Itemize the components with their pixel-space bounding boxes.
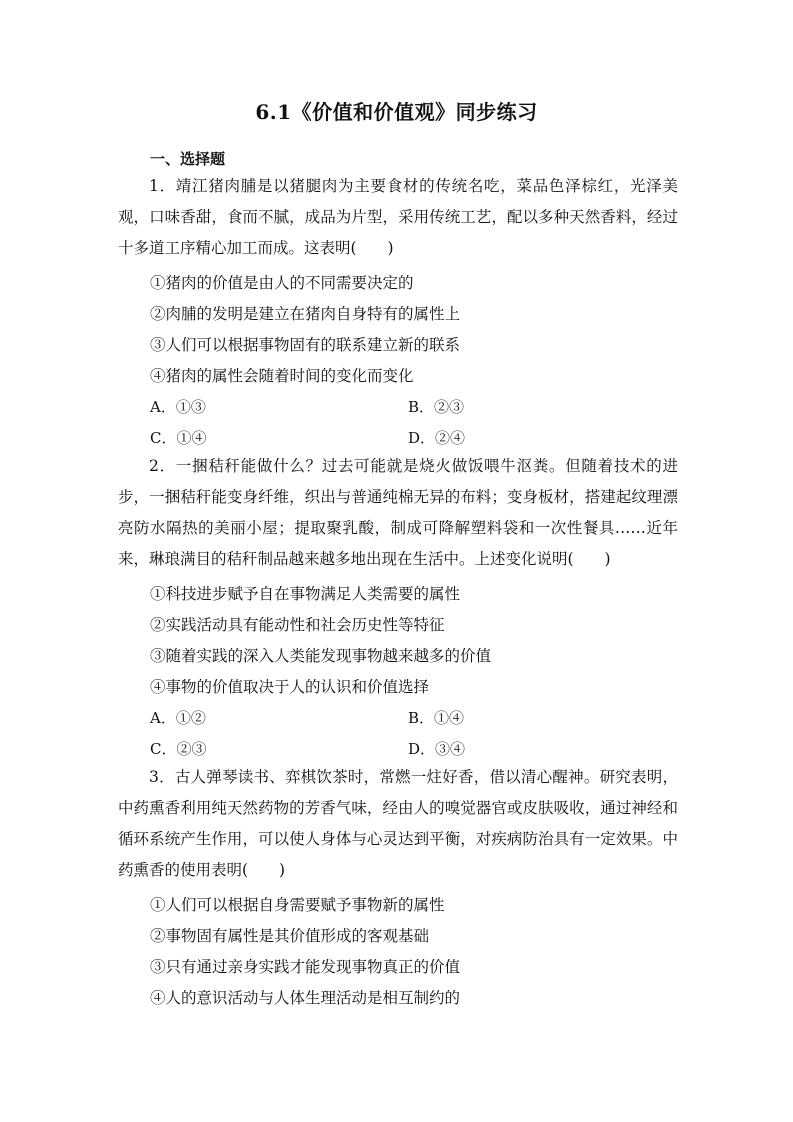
- question-2-option-a: A．①②: [150, 709, 206, 727]
- question-2-statement-2: ②实践活动具有能动性和社会历史性等特征: [150, 616, 445, 634]
- question-2-option-d: D．③④: [408, 740, 466, 758]
- question-1-option-d: D．②④: [408, 429, 466, 447]
- question-3-stem: 3．古人弹琴读书、弈棋饮茶时，常燃一炷好香，借以清心醒神。研究表明，中药熏香利用纯天然药物的芳香气味，经由人的嗅觉器官或皮肤吸收，通过神经和循环系统产生作用，可以使人身体与心灵达到平衡，对疾病防治具有一定效果。中药熏香的使用表明( ): [118, 768, 678, 879]
- question-1-statement-2: ②肉脯的发明是建立在猪肉自身特有的属性上: [150, 305, 461, 323]
- question-2-statement-3: ③随着实践的深入人类能发现事物越来越多的价值: [150, 647, 492, 665]
- question-2-statement-1: ①科技进步赋予自在事物满足人类需要的属性: [150, 585, 461, 603]
- page-title: 6.1《价值和价值观》同步练习: [255, 100, 538, 124]
- question-2-option-c: C．②③: [150, 740, 207, 758]
- question-3-statement-2: ②事物固有属性是其价值形成的客观基础: [150, 927, 430, 945]
- question-1-statement-3: ③人们可以根据事物固有的联系建立新的联系: [150, 336, 461, 354]
- question-1-statement-1: ①猪肉的价值是由人的不同需要决定的: [150, 274, 414, 292]
- question-1-option-a: A．①③: [150, 398, 206, 416]
- question-2-stem: 2．一捆秸秆能做什么？过去可能就是烧火做饭喂牛沤粪。但随着技术的进步，一捆秸秆能变身纤维，织出与普通纯棉无异的布料；变身板材，搭建起纹理漂亮防水隔热的美丽小屋；提取聚乳酸，制成可降解塑料袋和一次性餐具……近年来，琳琅满目的秸秆制品越来越多地出现在生活中。上述变化说明( ): [118, 457, 678, 568]
- section-heading: 一、选择题: [150, 150, 226, 168]
- question-1-statement-4: ④猪肉的属性会随着时间的变化而变化: [150, 367, 414, 385]
- question-1-stem: 1．靖江猪肉脯是以猪腿肉为主要食材的传统名吃，菜品色泽棕红，光泽美观，口味香甜，食而不腻，成品为片型，采用传统工艺，配以多种天然香料，经过十多道工序精心加工而成。这表明( ): [118, 177, 678, 257]
- question-2-statement-4: ④事物的价值取决于人的认识和价值选择: [150, 678, 430, 696]
- question-1-option-b: B．②③: [408, 398, 465, 416]
- question-3-statement-4: ④人的意识活动与人体生理活动是相互制约的: [150, 989, 461, 1007]
- question-3-statement-3: ③只有通过亲身实践才能发现事物真正的价值: [150, 958, 461, 976]
- question-2-option-b: B．①④: [408, 709, 465, 727]
- question-3-statement-1: ①人们可以根据自身需要赋予事物新的属性: [150, 896, 445, 914]
- question-1-option-c: C．①④: [150, 429, 207, 447]
